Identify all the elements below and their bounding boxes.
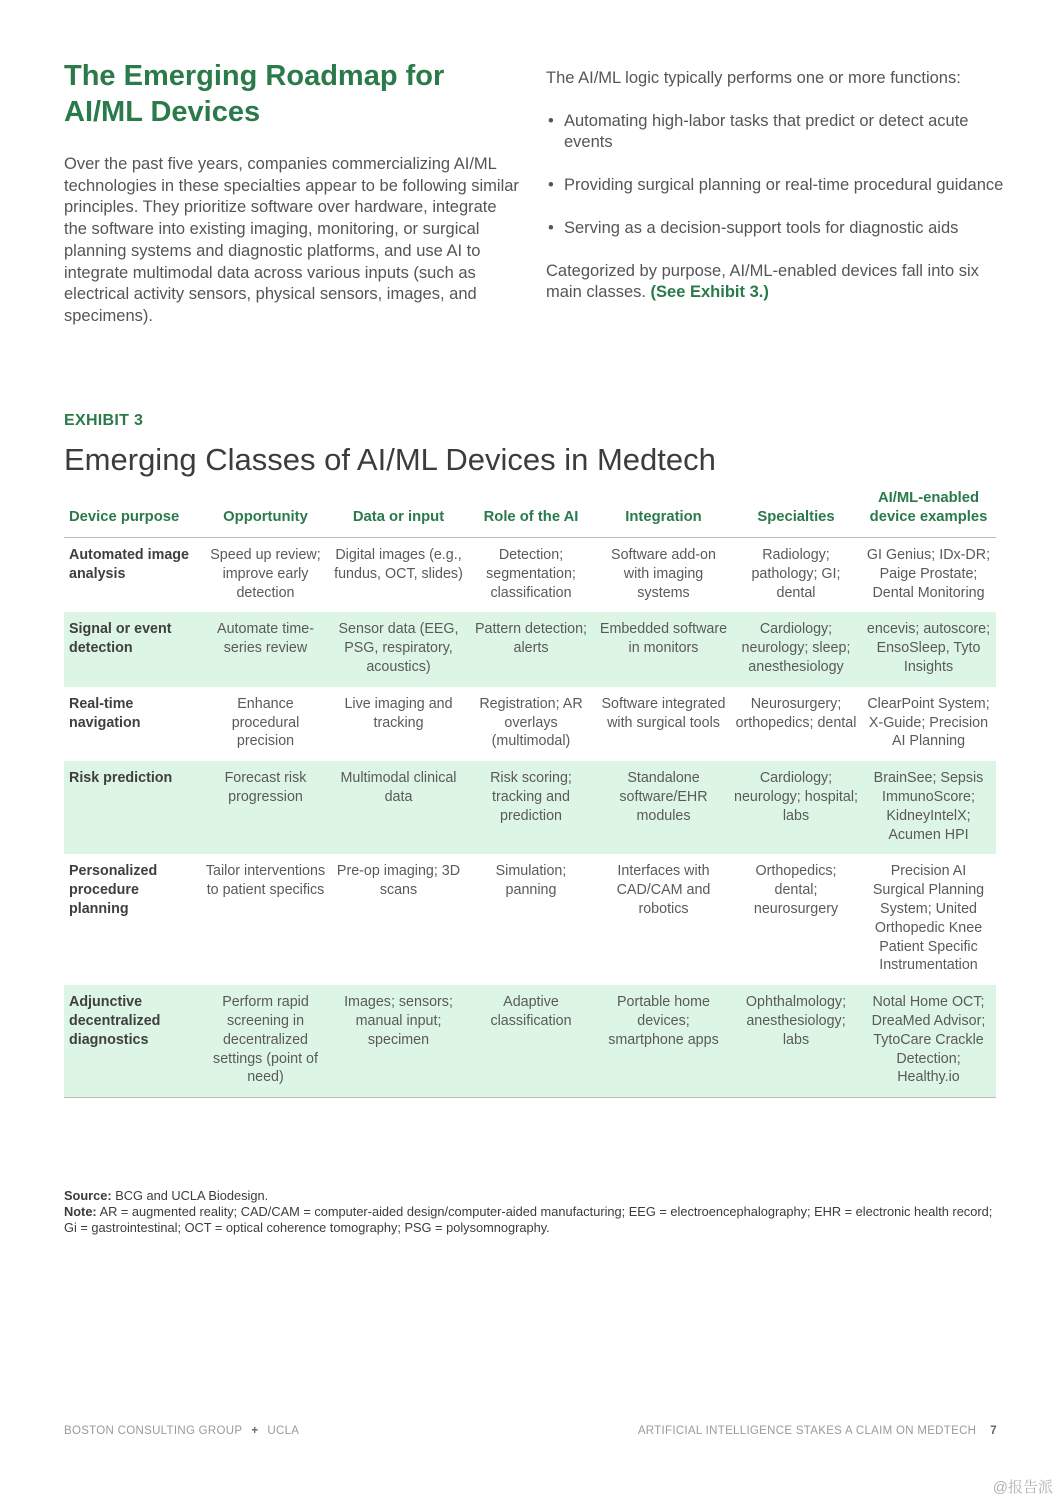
cell-specialties: Radiology; pathology; GI; dental — [751, 547, 841, 601]
cell-purpose: Signal or event detection — [64, 612, 200, 686]
cell-role: Adaptive classification — [466, 985, 596, 1097]
header-role-of-ai: Role of the AI — [466, 488, 596, 538]
header-integration: Integration — [596, 488, 731, 538]
watermark-text: @报告派 — [992, 1479, 1053, 1496]
closing-paragraph — [546, 261, 1006, 304]
cell-integration: Software add-on with imaging systems — [611, 547, 716, 601]
cell-purpose: Personalized procedure planning — [69, 863, 158, 917]
source-label: Source: — [64, 1188, 112, 1203]
cell-examples: ClearPoint System; X-Guide; Precision AI Planning — [867, 695, 990, 750]
note-label: Note: — [64, 1204, 97, 1219]
cell-purpose: Automated image analysis — [69, 547, 189, 582]
cell-opportunity: Automate time-series review — [200, 612, 331, 686]
cell-integration: Interfaces with CAD/CAM and robotics — [616, 863, 711, 917]
footer-right — [638, 1425, 997, 1437]
note-line — [64, 1204, 999, 1236]
table-row — [64, 687, 996, 761]
cell-examples: Notal Home OCT; DreaMed Advisor; TytoCare Crackle Detection; Healthy.io — [861, 985, 996, 1097]
cell-specialties: Ophthalmology; anesthesiology; labs — [731, 985, 861, 1097]
list-item: • Automating high-labor tasks that predict or detect acute events — [546, 111, 1006, 154]
list-item: • Serving as a decision-support tools for diagnostic aids — [546, 218, 1006, 240]
cell-role: Detection; segmentation; classification — [486, 547, 576, 601]
table-notes — [64, 1188, 999, 1236]
exhibit-label: EXHIBIT 3 — [64, 412, 144, 429]
table-row — [64, 854, 996, 985]
cell-opportunity: Forecast risk progression — [200, 761, 331, 854]
exhibit-title: Emerging Classes of AI/ML Devices in Medtech — [64, 442, 716, 477]
source-text: BCG and UCLA Biodesign. — [115, 1188, 269, 1203]
cell-opportunity: Tailor interventions to patient specifics — [205, 863, 326, 899]
exhibit-reference-link[interactable]: (See Exhibit 3.) — [650, 283, 769, 302]
list-item: • Providing surgical planning or real-time procedural guidance — [546, 175, 1006, 197]
cell-data: Multimodal clinical data — [331, 761, 466, 854]
cell-data: Images; sensors; manual input; specimen — [331, 985, 466, 1097]
cell-opportunity: Speed up review; improve early detection — [210, 547, 321, 601]
table-row — [64, 612, 996, 686]
device-classes-table — [64, 488, 996, 1098]
cell-examples: Precision AI Surgical Planning System; United Orthopedic Knee Patient Specific Instrumentation — [872, 863, 985, 974]
cell-examples: BrainSee; Sepsis ImmunoScore; KidneyIntelX; Acumen HPI — [861, 761, 996, 854]
functions-list — [546, 111, 1006, 240]
cell-role: Risk scoring; tracking and prediction — [466, 761, 596, 854]
note-text: AR = augmented reality; CAD/CAM = computer-aided design/computer-aided manufacturing; EEG = electroencephalography; EHR = electronic health record; Gi = gastrointestinal; OCT = optical coherence tomography; PSG = polysomnography. — [64, 1204, 993, 1235]
cell-purpose: Adjunctive decentralized diagnostics — [64, 985, 200, 1097]
cell-integration: Software integrated with surgical tools — [601, 695, 726, 731]
cell-specialties: Cardiology; neurology; sleep; anesthesiology — [731, 612, 861, 686]
functions-lead: The AI/ML logic typically performs one or more functions: — [546, 69, 961, 87]
source-line — [64, 1188, 999, 1204]
cell-specialties: Cardiology; neurology; hospital; labs — [731, 761, 861, 854]
cell-role: Simulation; panning — [495, 863, 567, 899]
cell-data: Pre-op imaging; 3D scans — [336, 863, 461, 899]
cell-opportunity: Perform rapid screening in decentralized settings (point of need) — [200, 985, 331, 1097]
cell-specialties: Neurosurgery; orthopedics; dental — [735, 695, 857, 731]
closing-text: Categorized by purpose, AI/ML-enabled devices fall into six main classes. — [546, 261, 979, 302]
cell-integration: Portable home devices; smartphone apps — [596, 985, 731, 1097]
cell-integration: Embedded software in monitors — [596, 612, 731, 686]
table-header-row — [64, 488, 996, 538]
intro-paragraph: Over the past five years, companies commercializing AI/ML technologies in these specialties appear to be following similar principles. They prioritize software over hardware, integrate the software into existing imaging, monitoring, or surgical planning systems and diagnostic platforms, and use AI to integrate multimodal data across various inputs (such as electrical activity sensors, physical sensors, images, and specimens). — [64, 155, 519, 325]
cell-purpose: Real-time navigation — [69, 695, 141, 731]
header-opportunity: Opportunity — [200, 488, 331, 538]
footer-left — [64, 1425, 299, 1437]
footer-org-ucla: UCLA — [267, 1425, 300, 1437]
header-data-input: Data or input — [331, 488, 466, 538]
cell-role: Pattern detection; alerts — [466, 612, 596, 686]
cell-data: Digital images (e.g., fundus, OCT, slides) — [334, 547, 463, 582]
footer-org-bcg: BOSTON CONSULTING GROUP — [64, 1425, 243, 1437]
table-row — [64, 538, 996, 613]
cell-purpose: Risk prediction — [64, 761, 200, 854]
functions-column — [546, 68, 1006, 304]
header-device-purpose: Device purpose — [64, 488, 200, 538]
table-row — [64, 985, 996, 1097]
footer-report-title: ARTIFICIAL INTELLIGENCE STAKES A CLAIM ON MEDTECH — [637, 1425, 977, 1437]
table-row — [64, 761, 996, 854]
cell-data: Sensor data (EEG, PSG, respiratory, acoustics) — [331, 612, 466, 686]
footer-plus: + — [251, 1425, 259, 1437]
cell-data: Live imaging and tracking — [344, 695, 453, 731]
cell-opportunity: Enhance procedural precision — [231, 695, 300, 750]
cell-examples: GI Genius; IDx-DR; Paige Prostate; Dental Monitoring — [866, 547, 991, 601]
cell-examples: encevis; autoscore; EnsoSleep, Tyto Insights — [861, 612, 996, 686]
header-device-examples: AI/ML-enabled device examples — [861, 488, 996, 538]
page-number: 7 — [990, 1425, 997, 1437]
cell-specialties: Orthopedics; dental; neurosurgery — [753, 863, 839, 917]
header-specialties: Specialties — [731, 488, 861, 538]
cell-role: Registration; AR overlays (multimodal) — [479, 695, 583, 750]
section-heading: The Emerging Roadmap for AI/ML Devices — [64, 60, 445, 128]
cell-integration: Standalone software/EHR modules — [596, 761, 731, 854]
